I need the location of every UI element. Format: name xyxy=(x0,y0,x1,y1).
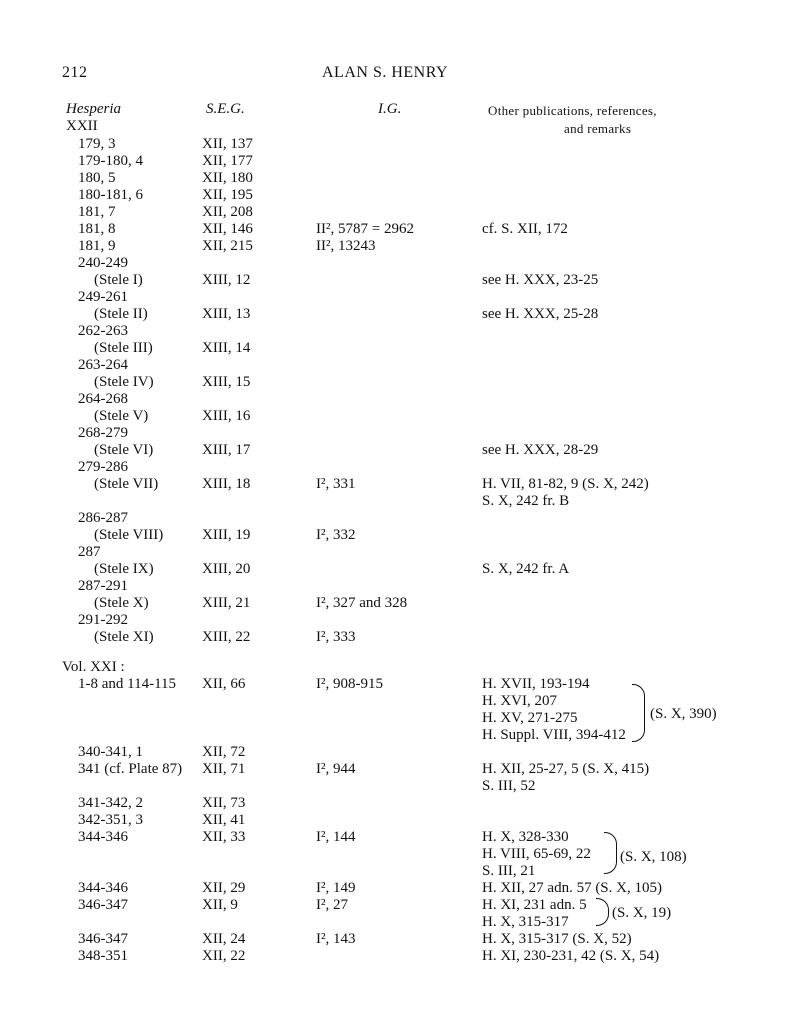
cell-hesperia: 286-287 xyxy=(78,510,128,526)
brace-label-3: (S. X, 19) xyxy=(612,905,672,921)
cell-seg: XII, 195 xyxy=(202,187,253,203)
cell-hesperia: (Stele VII) xyxy=(94,476,159,492)
cell-seg: XII, 66 xyxy=(202,676,246,692)
cell-seg: XIII, 21 xyxy=(202,595,251,611)
cell-hesperia: 279-286 xyxy=(78,459,128,475)
cell-other: see H. XXX, 25-28 xyxy=(482,306,599,322)
cell-other: H. X, 315-317 (S. X, 52) xyxy=(482,931,632,947)
cell-hesperia: 264-268 xyxy=(78,391,128,407)
cell-hesperia: 181, 7 xyxy=(78,204,116,220)
cell-hesperia: (Stele IV) xyxy=(94,374,154,390)
cell-seg: XII, 180 xyxy=(202,170,253,186)
cell-other: H. XV, 271-275 xyxy=(482,710,578,726)
cell-other: S. III, 21 xyxy=(482,863,536,879)
cell-hesperia: 181, 8 xyxy=(78,221,116,237)
cell-seg: XII, 73 xyxy=(202,795,246,811)
cell-ig: I², 144 xyxy=(316,829,356,845)
cell-hesperia: 341-342, 2 xyxy=(78,795,143,811)
cell-ig: I², 333 xyxy=(316,629,356,645)
cell-seg: XII, 72 xyxy=(202,744,246,760)
cell-ig: I², 149 xyxy=(316,880,356,896)
cell-hesperia: (Stele II) xyxy=(94,306,148,322)
cell-seg: XIII, 13 xyxy=(202,306,251,322)
cell-hesperia: 262-263 xyxy=(78,323,128,339)
cell-seg: XIII, 17 xyxy=(202,442,251,458)
cell-seg: XII, 29 xyxy=(202,880,246,896)
cell-other: H. X, 315-317 xyxy=(482,914,569,930)
cell-seg: XII, 215 xyxy=(202,238,253,254)
cell-ig: I², 908-915 xyxy=(316,676,383,692)
cell-other: see H. XXX, 28-29 xyxy=(482,442,599,458)
cell-hesperia: 268-279 xyxy=(78,425,128,441)
cell-hesperia: 249-261 xyxy=(78,289,128,305)
cell-hesperia: 179, 3 xyxy=(78,136,116,152)
cell-other: S. X, 242 fr. A xyxy=(482,561,570,577)
cell-hesperia: (Stele V) xyxy=(94,408,149,424)
cell-hesperia: 344-346 xyxy=(78,880,128,896)
cell-hesperia: 180-181, 6 xyxy=(78,187,143,203)
cell-hesperia: (Stele VI) xyxy=(94,442,154,458)
column-header-other-line1: Other publications, references, xyxy=(488,103,657,118)
cell-hesperia: 180, 5 xyxy=(78,170,116,186)
cell-ig: I², 331 xyxy=(316,476,356,492)
cell-seg: XIII, 14 xyxy=(202,340,251,356)
cell-hesperia: 346-347 xyxy=(78,931,128,947)
cell-other: H. XII, 27 adn. 57 (S. X, 105) xyxy=(482,880,662,896)
cell-hesperia: 341 (cf. Plate 87) xyxy=(78,761,183,777)
column-header-seg: S.E.G. xyxy=(206,101,245,117)
cell-other: cf. S. XII, 172 xyxy=(482,221,568,237)
brace-group-3 xyxy=(596,898,609,926)
cell-seg: XIII, 20 xyxy=(202,561,251,577)
cell-other: H. X, 328-330 xyxy=(482,829,569,845)
cell-hesperia: 287-291 xyxy=(78,578,128,594)
cell-other: H. XI, 230-231, 42 (S. X, 54) xyxy=(482,948,660,964)
cell-other: S. X, 242 fr. B xyxy=(482,493,570,509)
cell-other: H. VIII, 65-69, 22 xyxy=(482,846,591,862)
cell-seg: XII, 71 xyxy=(202,761,246,777)
cell-seg: XII, 9 xyxy=(202,897,238,913)
cell-other: H. XVII, 193-194 xyxy=(482,676,590,692)
cell-ig: II², 5787 = 2962 xyxy=(316,221,414,237)
cell-hesperia: 346-347 xyxy=(78,897,128,913)
cell-hesperia: 291-292 xyxy=(78,612,128,628)
brace-group-1 xyxy=(632,684,645,742)
cell-ig: I², 143 xyxy=(316,931,356,947)
cell-seg: XII, 208 xyxy=(202,204,253,220)
cell-hesperia: 348-351 xyxy=(78,948,128,964)
cell-seg: XII, 137 xyxy=(202,136,253,152)
cell-hesperia: 342-351, 3 xyxy=(78,812,143,828)
cell-hesperia: (Stele VIII) xyxy=(94,527,164,543)
cell-other: H. XII, 25-27, 5 (S. X, 415) xyxy=(482,761,650,777)
brace-label-1: (S. X, 390) xyxy=(650,706,717,722)
cell-seg: XII, 33 xyxy=(202,829,246,845)
cell-other: H. VII, 81-82, 9 (S. X, 242) xyxy=(482,476,649,492)
section-label-vol-xxi: Vol. XXI : xyxy=(62,659,125,675)
cell-hesperia: (Stele XI) xyxy=(94,629,154,645)
cell-ig: I², 327 and 328 xyxy=(316,595,408,611)
cell-hesperia: (Stele I) xyxy=(94,272,143,288)
cell-hesperia: 1-8 and 114-115 xyxy=(78,676,177,692)
cell-other: S. III, 52 xyxy=(482,778,536,794)
cell-other: H. XVI, 207 xyxy=(482,693,557,709)
running-head: ALAN S. HENRY xyxy=(322,64,449,81)
brace-label-2: (S. X, 108) xyxy=(620,849,687,865)
cell-seg: XIII, 19 xyxy=(202,527,251,543)
cell-hesperia: 287 xyxy=(78,544,101,560)
cell-other: H. Suppl. VIII, 394-412 xyxy=(482,727,626,743)
cell-hesperia: (Stele IX) xyxy=(94,561,154,577)
cell-ig: II², 13243 xyxy=(316,238,376,254)
section-label-xxii: XXII xyxy=(66,118,98,134)
column-header-ig: I.G. xyxy=(378,101,402,117)
cell-other: see H. XXX, 23-25 xyxy=(482,272,599,288)
cell-hesperia: 263-264 xyxy=(78,357,128,373)
cell-seg: XIII, 15 xyxy=(202,374,251,390)
cell-seg: XII, 41 xyxy=(202,812,246,828)
cell-hesperia: 179-180, 4 xyxy=(78,153,143,169)
cell-ig: I², 27 xyxy=(316,897,348,913)
cell-ig: I², 944 xyxy=(316,761,356,777)
cell-hesperia: 344-346 xyxy=(78,829,128,845)
cell-seg: XII, 24 xyxy=(202,931,246,947)
cell-hesperia: (Stele III) xyxy=(94,340,153,356)
column-header-hesperia: Hesperia xyxy=(66,101,121,117)
cell-hesperia: 181, 9 xyxy=(78,238,116,254)
cell-hesperia: (Stele X) xyxy=(94,595,149,611)
page-number: 212 xyxy=(62,64,88,81)
cell-seg: XIII, 16 xyxy=(202,408,251,424)
column-header-other-line2: and remarks xyxy=(564,121,632,136)
cell-seg: XII, 146 xyxy=(202,221,253,237)
brace-group-2 xyxy=(604,832,617,874)
cell-hesperia: 240-249 xyxy=(78,255,128,271)
cell-seg: XIII, 22 xyxy=(202,629,251,645)
cell-seg: XIII, 18 xyxy=(202,476,251,492)
cell-ig: I², 332 xyxy=(316,527,356,543)
cell-seg: XII, 22 xyxy=(202,948,246,964)
cell-seg: XIII, 12 xyxy=(202,272,251,288)
cell-seg: XII, 177 xyxy=(202,153,253,169)
cell-other: H. XI, 231 adn. 5 xyxy=(482,897,587,913)
cell-hesperia: 340-341, 1 xyxy=(78,744,143,760)
